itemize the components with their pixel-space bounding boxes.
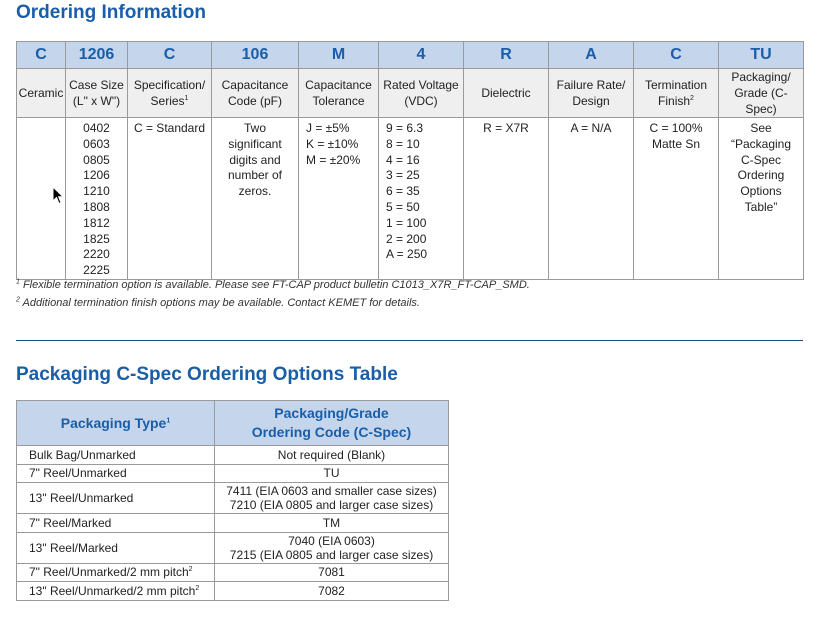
footnote-mark: 2 — [16, 296, 20, 304]
label-text: Packaging/ Grade (C-Spec) — [731, 70, 791, 116]
packaging-value: Table” — [744, 199, 778, 214]
label-text: Capacitance Code (pF) — [221, 78, 289, 108]
dielectric-values-cell — [464, 118, 549, 280]
voltage-values-cell — [379, 118, 464, 280]
capacitance-code-text: digits and — [229, 152, 281, 167]
voltage-value: 4 = 16 — [386, 152, 420, 167]
packaging-code-cell — [215, 532, 449, 563]
ordering-code-row — [17, 42, 804, 69]
packaging-type-cell — [17, 563, 215, 582]
packaging-type-header — [17, 401, 215, 446]
termination-value: Matte Sn — [651, 136, 701, 151]
table-row — [17, 563, 449, 582]
footnote-mark: 1 — [16, 278, 20, 286]
packaging-code-cell — [215, 563, 449, 582]
packaging-type-cell — [17, 582, 215, 601]
packaging-type-text: 13" Reel/Unmarked/2 mm pitch — [29, 583, 196, 598]
tolerance-value: K = ±10% — [306, 136, 359, 151]
label-cell — [17, 69, 66, 118]
case-size-value: 2225 — [83, 263, 110, 278]
code-cell: 4 — [379, 42, 464, 69]
footnote-2 — [16, 297, 420, 309]
packaging-code-text: 7040 (EIA 0603) — [288, 533, 375, 548]
case-size-values-cell — [66, 118, 128, 280]
voltage-value: 5 = 50 — [386, 199, 420, 214]
header-text: Ordering Code (C-Spec) — [251, 424, 412, 440]
packaging-code-text: 7082 — [318, 583, 345, 598]
label-cell — [299, 69, 379, 118]
capacitance-code-text: number of — [227, 168, 283, 183]
label-cell — [464, 69, 549, 118]
dielectric-value: R = X7R — [483, 121, 529, 135]
tolerance-value: M = ±20% — [306, 152, 361, 167]
footnote-mark: 1 — [184, 95, 189, 102]
packaging-code-cell — [215, 446, 449, 465]
packaging-header-row — [17, 401, 449, 446]
label-text: Dielectric — [481, 86, 531, 100]
failure-rate-value: A = N/A — [570, 121, 612, 135]
packaging-value: Ordering — [737, 168, 785, 183]
packaging-code-text: Not required (Blank) — [277, 447, 386, 462]
capacitance-code-text: Two — [243, 121, 266, 135]
footnote-1 — [16, 279, 530, 291]
packaging-type-text: 13" Reel/Unmarked — [29, 491, 134, 505]
case-size-value: 2220 — [83, 247, 110, 262]
voltage-value: 8 = 10 — [386, 136, 420, 151]
specification-values-cell — [128, 118, 212, 280]
label-text: Case Size (L" x W") — [69, 78, 124, 108]
packaging-type-text: 7" Reel/Marked — [29, 515, 112, 530]
tolerance-values-cell — [299, 118, 379, 280]
code-cell: R — [464, 42, 549, 69]
failure-rate-values-cell — [549, 118, 634, 280]
footnote-text: Additional termination finish options may be available. Contact KEMET for details. — [19, 297, 420, 309]
packaging-type-text: Bulk Bag/Unmarked — [29, 447, 136, 462]
label-cell — [66, 69, 128, 118]
section-divider — [16, 340, 803, 341]
packaging-code-cell — [215, 464, 449, 483]
case-size-value: 0805 — [83, 152, 110, 167]
packaging-type-text: 7" Reel/Unmarked — [29, 466, 127, 481]
label-cell — [719, 69, 804, 118]
packaging-code-cell — [215, 582, 449, 601]
capacitance-code-text: significant — [228, 136, 282, 151]
footnote-text: Flexible termination option is available. Please see FT-CAP product bulletin C1013_X7R_FT-CAP_SMD. — [19, 279, 530, 291]
packaging-type-cell — [17, 532, 215, 563]
footnote-mark: 2 — [188, 566, 193, 574]
packaging-value: C-Spec — [740, 152, 781, 167]
capacitance-code-values-cell — [212, 118, 299, 280]
footnote-mark: 2 — [195, 584, 200, 592]
footnote-mark: 1 — [166, 416, 171, 424]
case-size-value: 1808 — [83, 199, 110, 214]
packaging-values-cell — [719, 118, 804, 280]
mouse-pointer-icon — [52, 186, 64, 210]
termination-value: C = 100% — [649, 121, 703, 135]
header-text: Packaging Type — [60, 414, 167, 431]
table-row — [17, 446, 449, 465]
case-size-value: 0402 — [83, 121, 110, 135]
capacitance-code-text: zeros. — [238, 184, 272, 199]
voltage-value: 3 = 25 — [386, 168, 420, 183]
tolerance-value: J = ±5% — [306, 121, 350, 135]
table-row — [17, 464, 449, 483]
packaging-type-cell — [17, 446, 215, 465]
packaging-value: “Packaging — [730, 136, 792, 151]
case-size-value: 1812 — [83, 215, 110, 230]
label-text: Failure Rate/ Design — [556, 78, 626, 108]
voltage-value: 1 = 100 — [386, 215, 427, 230]
table-row — [17, 514, 449, 533]
ordering-information-table — [16, 41, 804, 280]
label-text: Termination Finish — [644, 78, 708, 108]
packaging-code-cell — [215, 514, 449, 533]
ordering-label-row — [17, 69, 804, 118]
table-row — [17, 532, 449, 563]
code-cell: C — [634, 42, 719, 69]
table-row — [17, 582, 449, 601]
packaging-code-text: TM — [322, 515, 341, 530]
label-cell — [379, 69, 464, 118]
case-size-value: 1210 — [83, 184, 110, 199]
voltage-value: 2 = 200 — [386, 231, 427, 246]
code-cell: C — [128, 42, 212, 69]
packaging-code-text: 7081 — [318, 565, 345, 580]
label-cell — [549, 69, 634, 118]
label-text: Capacitance Tolerance — [305, 78, 372, 108]
termination-values-cell — [634, 118, 719, 280]
case-size-value: 1206 — [83, 168, 110, 183]
label-text: Specification/ Series — [133, 78, 206, 108]
code-cell: C — [17, 42, 66, 69]
ordering-information-title: Ordering Information — [16, 2, 206, 23]
code-cell: M — [299, 42, 379, 69]
packaging-code-cell — [215, 483, 449, 514]
voltage-value: A = 250 — [386, 247, 428, 262]
ordering-values-row — [17, 118, 804, 280]
packaging-code-text: TU — [323, 466, 340, 481]
voltage-value: 6 = 35 — [386, 184, 420, 199]
header-text: Packaging/Grade — [274, 405, 389, 421]
packaging-type-cell — [17, 514, 215, 533]
code-cell: TU — [719, 42, 804, 69]
voltage-value: 9 = 6.3 — [386, 121, 424, 135]
packaging-code-text: 7411 (EIA 0603 and smaller case sizes) — [226, 484, 437, 498]
packaging-type-text: 7" Reel/Unmarked/2 mm pitch — [29, 565, 189, 580]
packaging-options-table — [16, 400, 449, 601]
label-cell — [634, 69, 719, 118]
label-cell — [212, 69, 299, 118]
label-cell — [128, 69, 212, 118]
packaging-type-cell — [17, 483, 215, 514]
packaging-code-text: 7215 (EIA 0805 and larger case sizes) — [229, 547, 434, 562]
packaging-type-cell — [17, 464, 215, 483]
footnote-mark: 2 — [690, 95, 694, 102]
case-size-value: 0603 — [83, 136, 110, 151]
code-cell: 1206 — [66, 42, 128, 69]
packaging-code-header — [215, 401, 449, 446]
table-row — [17, 483, 449, 514]
code-cell: 106 — [212, 42, 299, 69]
specification-value: C = Standard — [133, 121, 206, 135]
packaging-value: See — [750, 121, 772, 135]
packaging-code-text: 7210 (EIA 0805 and larger case sizes) — [229, 498, 434, 512]
label-text: Ceramic — [18, 86, 64, 100]
label-text: Rated Voltage (VDC) — [383, 78, 459, 108]
packaging-type-text: 13" Reel/Marked — [29, 540, 118, 555]
packaging-value: Options — [740, 184, 782, 199]
case-size-value: 1825 — [83, 231, 110, 246]
packaging-table-title: Packaging C-Spec Ordering Options Table — [16, 364, 398, 385]
code-cell: A — [549, 42, 634, 69]
